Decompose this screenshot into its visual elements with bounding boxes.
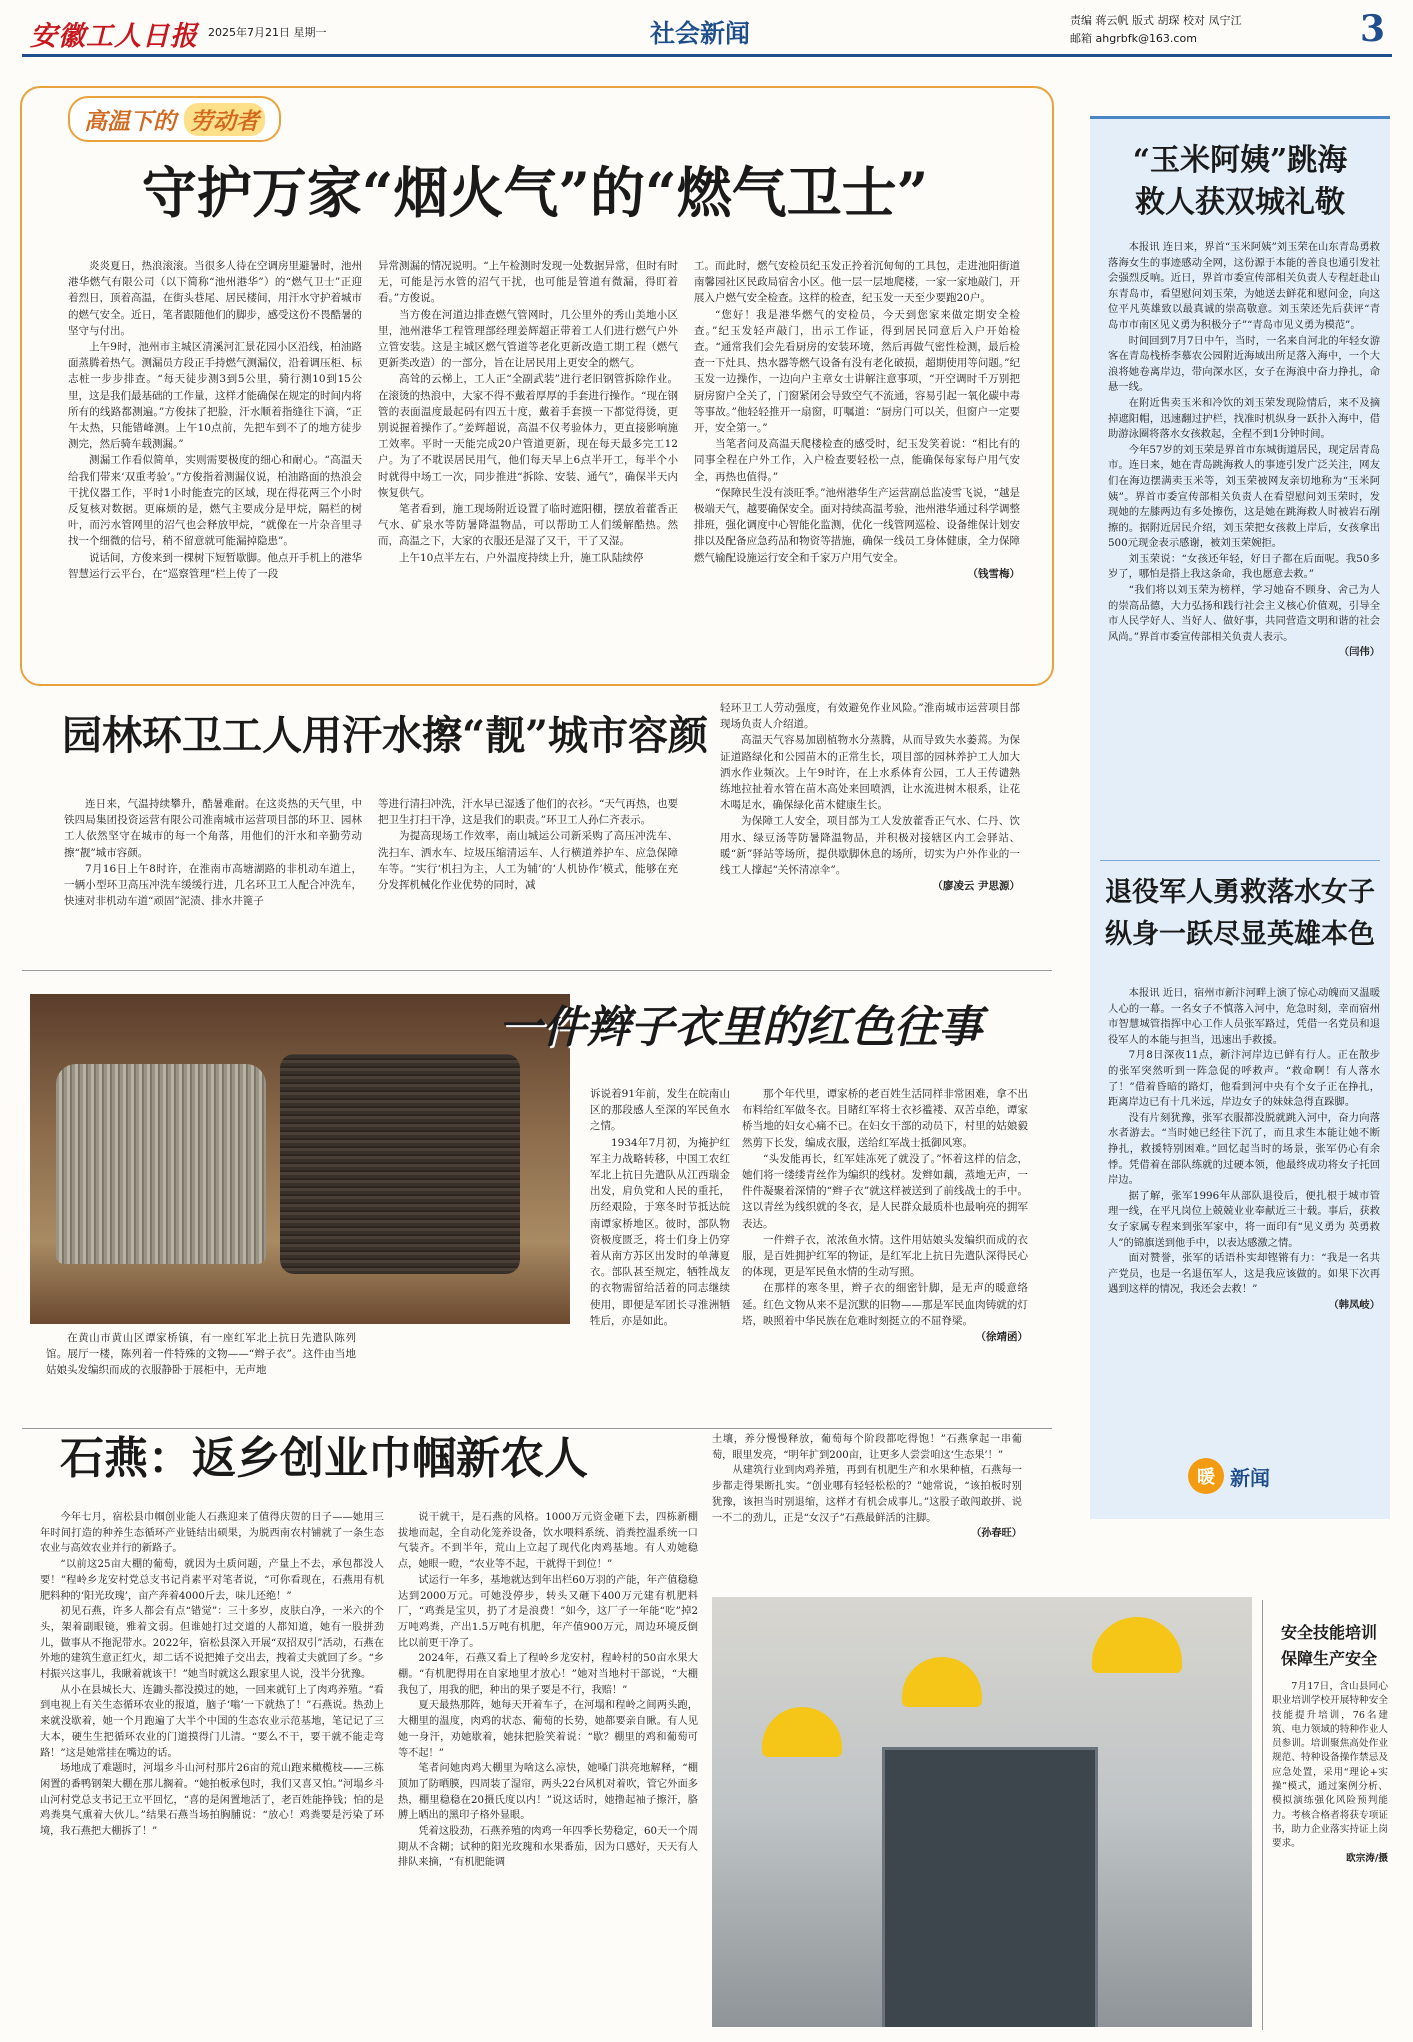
paragraph: 没有片刻犹豫，张军衣服都没脱就跳入河中，奋力向落水者游去。“当时她已经往下沉了，而且求生本能让她不断挣扎，救援特别困难。”回忆起当时的场景，张军仍心有余悸。凭借着在部队练就的过硬本领，他最终成功将女子托回岸边。 xyxy=(1108,1111,1380,1187)
corn-aunt-title-line2: 救人获双城礼敬 xyxy=(1135,185,1345,220)
paragraph: 本报讯 近日，宿州市新汴河畔上演了惊心动魄而又温暖人心的一幕。一名女子不慎落入河中，危急时刻，幸而宿州市智慧城管指挥中心工作人员张军路过，凭借一名党员和退役军人的本能与担当，迅速出手救援。 xyxy=(1108,987,1380,1046)
page-number: 3 xyxy=(1360,8,1386,50)
warm-news-badge xyxy=(1188,1456,1308,1496)
switchgear-cabinet xyxy=(882,1747,1098,2027)
hard-hat-icon xyxy=(762,1707,842,1757)
paragraph: “以前这25亩大棚的葡萄，就因为土质问题，产量上不去，承包都没人要！”程岭乡龙安村党总支书记肖素平对笔者说，“可你看现在，石燕用有机肥料种的‘阳光玫瑰’，亩产奔着4000斤去，味儿还绝！” xyxy=(40,1559,384,1602)
masthead-rule xyxy=(22,54,1392,57)
paragraph: 场地成了难题时，河塌乡斗山河村那片26亩的荒山跑来橄榄枝——三栋闲置的番鸭钢架大棚在那儿搁着。“她拍板承包时，我们又喜又怕。”河塌乡斗山河村党总支书记王立平回忆，“喜的是闲置地活了，老百姓能挣钱；怕的是鸡粪臭气熏着大伙儿。”结果石燕当场拍胸脯说：“放心！鸡粪要是污染了环境，我石燕把大棚拆了！” xyxy=(40,1763,384,1838)
paragraph: “您好！我是港华燃气的安检员，今天到您家来做定期安全检查。”纪玉发轻声敲门，出示工作证，得到居民同意后入户开始检查。“通常我们会先看厨房的安装环境，然后再做气密性检测，最后检查一下灶具、热水器等燃气设备有没有老化破损，超期使用等问题。”纪玉发一边操作，一边向户主章女士讲解注意事项，“开空调时千万别把厨房窗户全关了，门窗紧闭会导致空气不流通，容易引起一氧化碳中毒等事故。”他轻轻推开一扇窗，叮嘱道：“厨房门可以关，但窗户一定要开，安全第一。” xyxy=(694,308,1020,435)
paragraph: 今年七月，宿松县巾帼创业能人石燕迎来了值得庆贺的日子——她用三年时间打造的种养生态循环产业链结出硕果，为脱西南农村铺就了一条生态农业与高效农业并行的新路子。 xyxy=(40,1512,384,1555)
paragraph: 本报讯 连日来，界首“玉米阿姨”刘玉荣在山东青岛勇救落海女生的事迹感动全网，这份源于本能的善良也通引发社会强烈反响。近日，界首市委宣传部相关负责人专程赶赴山东青岛市，看望慰问刘玉荣，为她送去鲜花和慰问金，向这位平凡英雄致以最真诚的崇高敬意。刘玉荣还先后获评“青岛市市南区见义勇为积极分子”“青岛市见义勇为模范”。 xyxy=(1108,241,1380,331)
paragraph: 笔者问她肉鸡大棚里为啥这么凉快，她嗓门洪亮地解释，“棚顶加了防晒膜，四周装了湿帘，两头22台风机对着吹，管它外面多热，棚里稳稳在20摄氏度以内！”说这话时，她撸起袖子擦汗，胳膊上晒出的黑印子格外显眼。 xyxy=(398,1763,698,1822)
paragraph: 连日来，气温持续攀升，酷暑难耐。在这炎热的天气里，中铁四局集团投资运营有限公司淮南城市运营项目部的环卫、园林工人依然坚守在城市的每一个角落，用他们的汗水和辛勤劳动擦“靓”城市容颜。 xyxy=(64,798,362,859)
author-byline: （孙春旺） xyxy=(971,1527,1022,1540)
sanitation-col1 xyxy=(64,796,362,909)
farmer-col1 xyxy=(40,1510,384,1840)
paragraph: 工。而此时，燃气安检员纪玉发正拎着沉甸甸的工具包，走进池阳街道南馨园社区民政局宿舍小区。他一层一层地爬楼，一家一家地敲门，开展入户燃气安全检查。这样的检查，纪玉发一天至少要跑20户。 xyxy=(694,260,1020,305)
paragraph: 2024年，石燕又看上了程岭乡龙安村，程岭村的50亩水果大棚。“有机肥得用在自家地里才放心！”她对当地村干部说，“大棚我包了，用我的肥，种出的果子要是不行，我赔！” xyxy=(398,1653,698,1696)
paragraph: 时间回到7月7日中午，当时，一名来自河北的年轻女游客在青岛栈桥李慕农公园附近海域出所足落入海中，一个大浪将她卷离岸边，带向深水区，女子在海浪中奋力挣扎，命悬一线。 xyxy=(1108,334,1380,394)
farmer-col3 xyxy=(712,1432,1022,1542)
section-title: 社会新闻 xyxy=(650,19,751,48)
veteran-title-line2: 纵身一跃尽显英雄本色 xyxy=(1105,919,1375,950)
paragraph: 今年57岁的刘玉荣是界首市东城街道居民，现定居青岛市。连日来，她在青岛跳海救人的事迹引发广泛关注，网友们在海边摆满卖玉米等，刘玉荣被网友亲切地称为“玉米阿姨”。界首市委宣传部相关负责人在看望慰问刘玉荣时，发现她的左膝两边有多处擦伤，这是她在跳海救人时被岩石剐擦的。据附近居民介绍，刘玉荣把女孩救上岸后，女孩拿出500元现金表示感谢，被刘玉荣婉拒。 xyxy=(1108,443,1380,550)
farmer-article-title: 石燕：返乡创业巾帼新农人 xyxy=(60,1433,588,1484)
veteran-title xyxy=(1100,872,1380,956)
sanitation-col3 xyxy=(720,700,1020,894)
paragraph: 上午9时，池州市主城区清溪河汇景花园小区沿线，柏油路面蒸腾着热气。测漏员方段正手持燃气测漏仪，沿着调压柜、标志桩一步步排查。“每天徒步测3到5公里，骑行测10到15公里，这是我们最基础的工作量，这样才能确保在规定的时间内将所有的线路都测遍。”方俊抹了把脸，汗水顺着指缝往下滴，“正午太热，只能错峰测。上午10点前，先把车到不了的地方徒步测完，然后骑车载测漏。” xyxy=(68,341,362,451)
section-divider xyxy=(22,970,1052,971)
editor-info: 责编 蒋云帆 版式 胡琛 校对 凤宁江 xyxy=(1070,14,1242,27)
feature-label-part2: 劳动者 xyxy=(184,103,265,136)
gas-article-col3 xyxy=(694,258,1020,582)
paragraph: 据了解，张军1996年从部队退役后，便扎根于城市管理一线，在平凡岗位上兢兢业业奉献近三十载。事后，获救女子家属专程来到张军家中，将一面印有“见义勇为 英勇救人”的锦旗送到他手中，以表达感激之情。 xyxy=(1108,1189,1380,1249)
paragraph: 那个年代里，谭家桥的老百姓生活同样非常困难，拿不出布料给红军做冬衣。目睹红军将士衣衫褴褛、双苦卓绝，谭家桥当地的妇女心痛不已。在妇女干部的动员下，村里的姑娘毅然剪下长发，编成衣服，送给红军战士抵御风寒。 xyxy=(742,1088,1028,1149)
safety-title xyxy=(1270,1620,1388,1672)
paragraph: 7月16日上午8时许，在淮南市高塘湖路的非机动车道上，一辆小型环卫高压冲洗车缓缓行进，几名环卫工人配合冲洗车，快速对非机动车道“顽固”泥渍、排水井篦子 xyxy=(64,862,362,908)
vest-col2 xyxy=(742,1086,1028,1345)
vest-photo-caption: 在黄山市黄山区谭家桥镇，有一座红军北上抗日先遣队陈列馆。展厅一楼，陈列着一件特殊的文物——“辫子衣”。这件由当地姑娘头发编织而成的衣服静卧于展柜中，无声地 xyxy=(46,1332,356,1377)
paragraph: 凭着这股劲，石燕养殖的肉鸡一年四季长势稳定，60天一个周期从不含糊；试种的阳光玫瑰和水果番茄，因为口感好，天天有人排队来摘，“有机肥能调 xyxy=(398,1826,698,1869)
veteran-body xyxy=(1108,986,1380,1313)
feature-label-part1: 高温下的 xyxy=(84,107,176,135)
feature-label xyxy=(68,96,281,142)
sidebar-divider xyxy=(1100,860,1380,861)
paragraph: 轻环卫工人劳动强度，有效避免作业风险。”淮南城市运营项目部现场负责人介绍道。 xyxy=(720,702,1020,731)
paragraph: 7月8日深夜11点，新汴河岸边已鲜有行人。正在散步的张军突然听到一阵急促的呼救声。“救命啊！有人落水了！”借着昏暗的路灯，他看到河中央有个女子正在挣扎，距离岸边已有十几米远，岸边女子的妹妹急得直跺脚。 xyxy=(1108,1049,1380,1109)
email: 邮箱 ahgrbfk@163.com xyxy=(1070,32,1197,45)
paragraph: 为保障工人安全，项目部为工人发放藿香正气水、仁丹、饮用水、绿豆汤等防暑降温物品，并积极对接辖区内工会驿站、暖“新”驿站等场所，提供歇脚休息的场所，切实为户外作业的一线工人撑起“关怀清凉伞”。 xyxy=(720,815,1020,877)
paragraph: 夏天最热那阵，她每天开着车子，在河塌和程岭之间两头跑，大棚里的温度，肉鸡的状态、葡萄的长势，她都要亲自瞅。有人见她一身汗，劝她歇着，她抹把脸笑着说：“歇？棚里的鸡和葡萄可等不起！” xyxy=(398,1700,698,1759)
paragraph: 试运行一年多，基地就达到年出栏60万羽的产能，年产值稳稳达到2000万元。可她没停步，转头又砸下400万元建有机肥料厂，“鸡粪是宝贝，扔了才是浪费！”如今，这厂子一年能“吃”掉2万吨鸡粪，产出1.5万吨有机肥，年产值900万元，周边环境反倒比以前更干净了。 xyxy=(398,1574,698,1649)
author-byline: （闫伟） xyxy=(1338,646,1380,659)
safety-title-line1: 安全技能培训 xyxy=(1280,1623,1377,1642)
veteran-title-line1: 退役军人勇救落水女子 xyxy=(1105,877,1375,908)
farmer-col2 xyxy=(398,1510,698,1871)
paragraph: 1934年7月初，为掩护红军主力战略转移，中国工农红军北上抗日先遣队从江西瑞金出发，肩负党和人民的重托，历经艰险，于寒冬时节抵达皖南谭家桥地区。彼时，部队物资极度匮乏，将士们身上仍穿着从南方苏区出发时的单薄夏衣。部队甚至规定，牺牲战友的衣物需留给活着的同志继续使用，即便是军团长寻淮洲牺牲后，亦是如此。 xyxy=(590,1136,730,1327)
safety-body xyxy=(1272,1680,1388,1866)
paragraph: 当笔者问及高温天爬楼检查的感受时，纪玉发笑着说：“相比有的同事全程在户外工作，入户检查要轻松一点，能确保每家每户用气安全，再热也值得。” xyxy=(694,438,1020,483)
author-byline: （徐靖函） xyxy=(975,1331,1028,1344)
warm-news-badge-label: 新闻 xyxy=(1230,1465,1270,1490)
sanitation-col2 xyxy=(378,796,678,893)
author-byline: （廖凌云 尹思源） xyxy=(932,880,1020,893)
corn-aunt-body xyxy=(1108,240,1380,661)
paragraph: 面对赞誉，张军的话语朴实却铿锵有力：“我是一名共产党员，也是一名退伍军人，这是我应该做的。如果下次再遇到这样的情况，我还会去救！” xyxy=(1108,1252,1380,1296)
braid-garment-left xyxy=(56,1064,266,1264)
paragraph: 在那样的寒冬里，辫子衣的细密针脚，是无声的暖意络延。红色文物从来不是沉默的旧物——那是军民血肉铸就的灯塔，映照着中华民族在危难时刻挺立的不屈脊梁。 xyxy=(742,1282,1028,1327)
paragraph: 炎炎夏日，热浪滚滚。当很多人待在空调房里避暑时，池州港华燃气有限公司（以下简称“池州港华”）的“燃气卫士”正迎着烈日，顶着高温，在街头巷尾、居民楼间，用汗水守护着城市的燃气安全。近日，笔者跟随他们的脚步，感受这份不畏酷暑的坚守与付出。 xyxy=(68,260,362,337)
warm-news-badge-icon: 暖 xyxy=(1188,1458,1224,1494)
vest-article-title: 一件辫子衣里的红色往事 xyxy=(498,1002,982,1053)
paragraph: 高温天气容易加剧植物水分蒸腾，从而导致失水萎蔫。为保证道路绿化和公园苗木的正常生长，项目部的园林养护工人加大洒水作业频次。上午9时许，在上水系体育公园，工人王传谴熟练地拉扯着水管在苗木高处来回喷洒，让水流进树木根系，让花木喝足水，确保绿化苗木健康生长。 xyxy=(720,734,1020,812)
paragraph: 7月17日，含山县同心职业培训学校开展特种安全技能提升培训，76名建筑、电力领域的特种作业人员参训。培训聚焦高处作业规范、特种设备操作禁忌及应急处置，采用“理论+实操”模式，通过案例分析、模拟演练强化风险预判能力。考核合格者将获专项证书，助力企业落实持证上岗要求。 xyxy=(1272,1681,1388,1850)
hard-hat-icon xyxy=(1092,1617,1182,1673)
paragraph: “保障民生没有淡旺季。”池州港华生产运营副总监凌雪飞说，“越是极端天气，越要确保安全。面对持续高温考验，池州港华通过科学调整排班，强化调度中心智能化监测，优化一线管网巡检、设备维保计划安排以及配备应急药品和物资等措施，确保一线员工身体健康，全力保障燃气输配设施运行安全和千家万户用气安全。 xyxy=(694,486,1020,564)
safety-title-line2: 保障生产安全 xyxy=(1280,1649,1377,1668)
hard-hat-icon xyxy=(902,1657,982,1707)
paragraph: 初见石燕，许多人都会有点“错觉”：三十多岁，皮肤白净，一米六的个头，架着副眼镜，雅着文弱。但谁她打过交道的人都知道，她有一股拼劲儿，做事从不拖泥带水。2022年，宿松县深入开展“双招双引”活动，石燕在外地的建筑生意正红火，却二话不说把摊子交出去，拽着丈夫就回了乡。“乡村振兴这事儿，我瞅着就该干！”她当时就这么跟家里人说，没半分犹豫。 xyxy=(40,1606,384,1681)
sanitation-article-title: 园林环卫工人用汗水擦“靓”城市容颜 xyxy=(61,712,708,759)
paragraph: 测漏工作看似简单，实则需要极度的细心和耐心。“高温天给我们带来‘双重考验’。”方俊指着测漏仪说，柏油路面的热浪会干扰仪器工作，平时1小时能查完的区域，现在得花两三个小时反复核对数据。更麻烦的是，燃气主要成分是甲烷，隔栏的树叶，而污水管网里的沼气也会释放甲烷，“就像在一片杂音里寻找一个细微的信号，稍不留意就可能漏掉隐患”。 xyxy=(68,454,362,548)
author-byline: （韩凤岐） xyxy=(1328,1298,1380,1311)
gas-article-title: 守护万家“烟火气”的“燃气卫士” xyxy=(141,160,929,225)
paragraph: 说话间，方俊来到一棵树下短暂歇脚。他点开手机上的港华智慧运行云平台，在“巡察管理”栏上传了一段 xyxy=(68,551,362,580)
paragraph: 为提高现场工作效率，南山城运公司新采购了高压冲洗车、洗扫车、洒水车、垃圾压缩清运车、人行横道养护车、应急保障车等。“实行‘机扫为主，人工为辅’的‘人机协作’模式，能够在充分发挥机械化作业优势的同时，减 xyxy=(378,830,678,892)
paragraph: 等进行清扫冲洗，汗水早已湿透了他们的衣衫。“天气再热，也要把卫生打扫干净，这是我们的职责。”环卫工人孙仁齐表示。 xyxy=(378,798,678,827)
issue-date: 2025年7月21日 星期一 xyxy=(208,26,327,39)
paragraph: 笔者看到，施工现场附近设置了临时遮阳棚，摆放着藿香正气水、矿泉水等防暑降温物品，可以帮助工人们缓解酷热。然而，高温之下，大家的衣服还是湿了又干，干了又湿。 xyxy=(378,503,678,548)
author-byline: （钱雪梅） xyxy=(967,567,1020,580)
photo-credit: 欧宗涛/摄 xyxy=(1346,1852,1388,1864)
paragraph: 异常测漏的情况说明。“上午检测时发现一处数据异常，但时有时无，可能是污水管的沼气干扰，也可能是管道有微漏，得盯着看。”方俊说。 xyxy=(378,260,678,305)
paragraph: 从小在县城长大、连鋤头都没摸过的她，一回来就钉上了肉鸡养殖。“看到电视上有关生态循环农业的报道，脑子‘嗡’一下就热了！”石燕说。热劲上来就没歇着，她一个月跑遍了大半个中国的生态农业示范基地，笔记记了三大本，硬生生把循环农业的门道摸得门儿清。“要么不干，要干就不能走弯路！”这是她常挂在嘴边的话。 xyxy=(40,1684,384,1759)
paragraph: 说干就干，是石燕的风格。1000万元资金砸下去，四栋新棚拔地而起，全自动化笼养设备，饮水喂料系统、消粪控温系统一口气装齐。不到半年，荒山上立起了现代化肉鸡基地。有人劝她稳点，她眼一瞪，“农业等不起，干就得干到位！” xyxy=(398,1512,698,1571)
corn-aunt-title-line1: “玉米阿姨”跳海 xyxy=(1132,143,1348,178)
paragraph: 上午10点半左右，户外温度持续上升，施工队陆续停 xyxy=(399,551,644,564)
paragraph: 刘玉荣说：“女孩还年轻，好日子都在后面呢。我50多岁了，哪怕是搭上我这条命，我也愿意去救。” xyxy=(1108,552,1380,581)
paragraph: 在附近售卖玉米和冷饮的刘玉荣发现险情后，来不及摘掉遮阳帽，迅速翻过护栏，找准时机纵身一跃扑入海中，借助游泳圈将落水女孩救起，全程不到1分钟时间。 xyxy=(1108,396,1380,441)
paragraph: “我们将以刘玉荣为榜样，学习她奋不顾身、舍己为人的崇高品德，大力弘扬和践行社会主义核心价值观，引导全市人民学好人、当好人、做好事，共同营造文明和谐的社会风尚。”界首市委宣传部相关负责人表示。 xyxy=(1108,584,1380,643)
gas-article-col1 xyxy=(68,258,362,582)
paragraph: 诉说着91年前，发生在皖南山区的那段感人至深的军民鱼水之情。 xyxy=(590,1088,730,1133)
section-divider xyxy=(22,1428,1052,1429)
vest-col1 xyxy=(590,1086,730,1329)
paper-name-logo: 安徽工人日报 xyxy=(30,21,198,52)
corn-aunt-title xyxy=(1100,140,1380,224)
masthead xyxy=(0,0,1413,58)
gas-article-col2 xyxy=(378,258,678,566)
paragraph: 从建筑行业到肉鸡养殖，再到有机肥生产和水果种植，石燕每一步都走得果断扎实。“创业哪有轻轻松松的？”她常说，“该拍板时别犹豫，该担当时别退缩，这样才有机会成事儿。”这股子敢闯敢拼、说一不二的劲儿，正是“女汉子”石燕最鲜活的注脚。 xyxy=(712,1465,1022,1524)
paragraph: “头发能再长，红军娃冻死了就没了。”怀着这样的信念，她们将一缕缕青丝作为编织的线材。发辫如藕，蒸地无声，一件件凝聚着深情的“辫子衣”就这样被送到了前线战士的手中。这以青丝为线织就的冬衣，是人民群众最质朴也最响亮的拥军表达。 xyxy=(742,1152,1028,1230)
paragraph: 一件辫子衣，浓浓鱼水情。这件用姑娘头发编织而成的衣服，是百姓拥护红军的物证，是红军北上抗日先遣队深得民心的体现，更是军民鱼水情的生动写照。 xyxy=(742,1233,1028,1279)
paragraph: 高耸的云梯上，工人正“全副武装”进行老旧钢管拆除作业。在滚烫的热浪中，大家不得不戴着厚厚的手套进行操作。“现在钢管的表面温度最起码有四五十度，戴着手套摸一下都觉得烫，更别说握着操作了。”姜辉超说，高温不仅考验体力，更直接影响施工效率。平时一天能完成20户管道更新，现在每天最多完工12户。为了不耽误居民用气，他们每天早上6点半开工，每半个小时就得中场工一次，同步推进“拆除、安装、通气”，确保半天内恢复供气。 xyxy=(378,373,678,499)
paragraph: 土壤，养分慢慢释放，葡萄每个阶段都吃得饱！”石燕拿起一串葡萄，眼里发亮，“明年扩到200亩，让更多人尝尝咱这‘生态果’！” xyxy=(712,1434,1022,1461)
paragraph: 当方俊在河道边排查燃气管网时，几公里外的秀山美地小区里，池州港华工程管理部经理姜辉超正带着工人们进行燃气户外立管安装。这是主城区燃气管道等老化更新改造工期工程（燃气更新类改造）的一部分，旨在让居民用上更安全的燃气。 xyxy=(378,308,678,370)
braid-garment-right xyxy=(280,1054,520,1274)
safety-training-photo xyxy=(712,1597,1252,2027)
